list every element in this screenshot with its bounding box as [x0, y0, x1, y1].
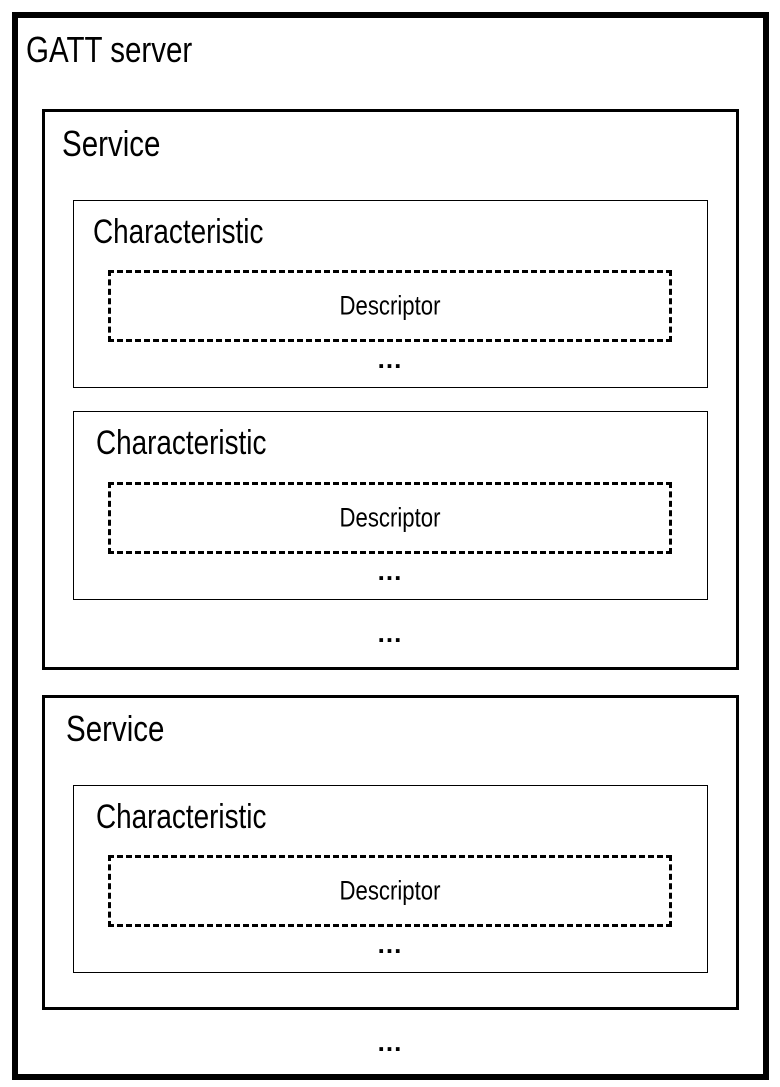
characteristic-label-2-1: Characteristic — [96, 798, 267, 836]
descriptor-ellipsis-1-1: ... — [377, 344, 403, 374]
descriptor-ellipsis-1-2: ... — [377, 556, 403, 586]
gatt-server-label: GATT server — [26, 29, 193, 70]
descriptor-ellipsis-2-1: ... — [377, 929, 403, 959]
characteristic-label-1-2: Characteristic — [96, 424, 267, 462]
service-label-2: Service — [66, 708, 165, 749]
descriptor-label-1-1: Descriptor — [339, 290, 441, 321]
service-label-1: Service — [62, 123, 161, 164]
descriptor-box-1-1 — [108, 270, 672, 342]
descriptor-box-1-2 — [108, 482, 672, 554]
characteristic-ellipsis-1: ... — [377, 618, 403, 648]
service-ellipsis: ... — [377, 1027, 403, 1057]
descriptor-label-1-2: Descriptor — [339, 502, 441, 533]
descriptor-box-2-1 — [108, 855, 672, 927]
descriptor-label-2-1: Descriptor — [339, 875, 441, 906]
characteristic-label-1-1: Characteristic — [93, 213, 264, 251]
